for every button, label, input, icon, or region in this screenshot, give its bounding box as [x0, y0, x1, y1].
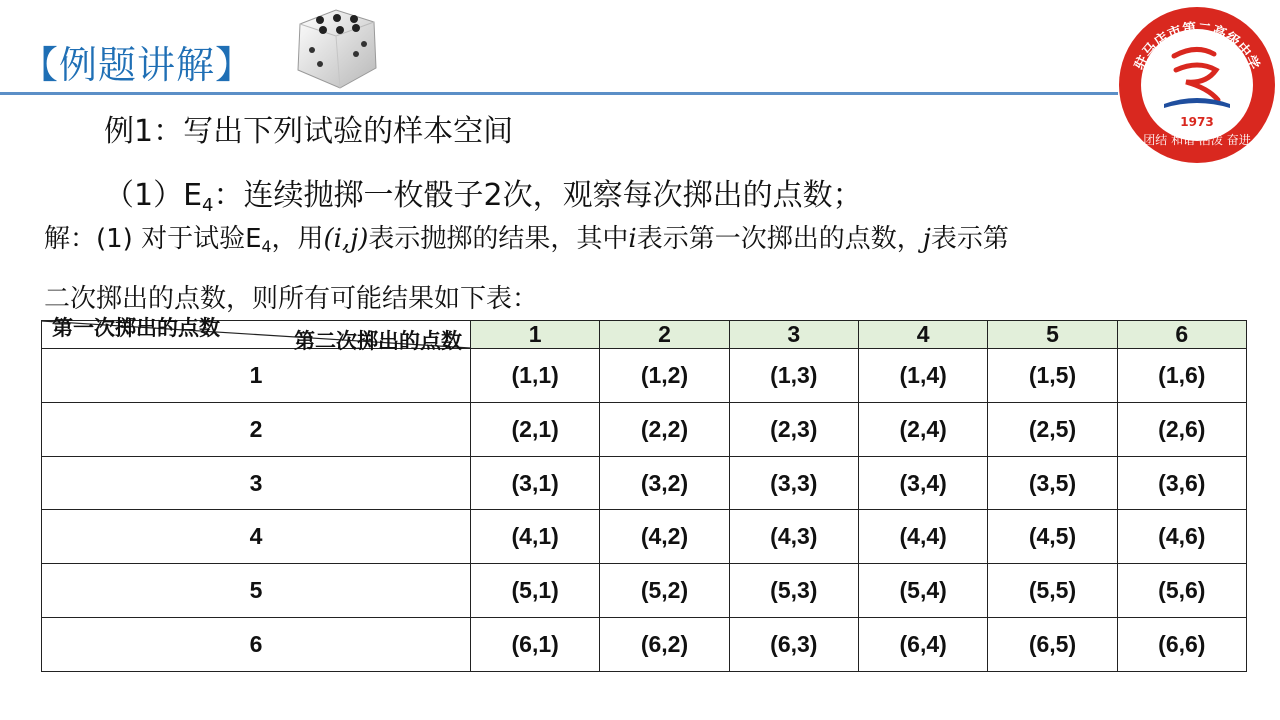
svg-text:团结 和谐 活泼 奋进: 团结 和谐 活泼 奋进 — [1143, 133, 1251, 147]
table-cell: (2,2) — [600, 402, 729, 456]
table-cell: (4,6) — [1117, 510, 1246, 564]
table-cell: (6,3) — [729, 618, 858, 672]
table-cell: (5,4) — [858, 564, 987, 618]
table-cell: (2,3) — [729, 402, 858, 456]
table-cell: (2,1) — [471, 402, 600, 456]
example-title: 例1：写出下列试验的样本空间 — [104, 114, 514, 149]
table-cell: (3,6) — [1117, 456, 1246, 510]
dice-icon — [290, 6, 382, 92]
table-row — [42, 510, 1247, 564]
table-row — [42, 349, 1247, 403]
table-cell: (5,1) — [471, 564, 600, 618]
table-cell: (5,2) — [600, 564, 729, 618]
table-cell: (4,5) — [988, 510, 1117, 564]
table-row — [42, 402, 1247, 456]
col-header: 5 — [988, 321, 1117, 349]
table-cell: (2,6) — [1117, 402, 1246, 456]
row-header: 3 — [42, 456, 471, 510]
solution-line-2: 二次掷出的点数，则所有可能结果如下表： — [44, 284, 539, 314]
svg-text:1973: 1973 — [1180, 115, 1214, 129]
table-cell: (3,3) — [729, 456, 858, 510]
col-header: 4 — [858, 321, 987, 349]
table-cell: (3,1) — [471, 456, 600, 510]
table-cell: (4,4) — [858, 510, 987, 564]
table-cell: (6,2) — [600, 618, 729, 672]
table-cell: (4,2) — [600, 510, 729, 564]
table-cell: (2,5) — [988, 402, 1117, 456]
outcome-table — [41, 317, 1247, 672]
corner-col-label: 第二次掷出的点数 — [294, 330, 462, 353]
table-row — [42, 618, 1247, 672]
table-row — [42, 456, 1247, 510]
table-cell: (3,5) — [988, 456, 1117, 510]
example-item-1: $(1)E_4$：连续抛掷一枚骰子2次，观察每次掷出的点数； — [104, 178, 863, 217]
school-logo — [1116, 4, 1278, 166]
table-cell: (1,1) — [471, 349, 600, 403]
row-header: 4 — [42, 510, 471, 564]
col-header: 3 — [729, 321, 858, 349]
table-cell: (4,3) — [729, 510, 858, 564]
table-cell: (5,3) — [729, 564, 858, 618]
table-cell: (3,2) — [600, 456, 729, 510]
row-header: 6 — [42, 618, 471, 672]
col-header: 6 — [1117, 321, 1246, 349]
table-cell: (1,3) — [729, 349, 858, 403]
row-header: 2 — [42, 402, 471, 456]
table-cell: (6,1) — [471, 618, 600, 672]
solution-line-1: 解：(1) 对于试验$E_4$，用(i,j)表示抛掷的结果，其中i表示第一次掷出的点数，j表示第 — [44, 224, 1009, 257]
table-cell: (3,4) — [858, 456, 987, 510]
header-divider — [0, 92, 1118, 95]
col-header: 1 — [471, 321, 600, 349]
page-title: 【例题讲解】 — [20, 43, 255, 87]
corner-header — [42, 317, 471, 353]
row-header: 1 — [42, 349, 471, 403]
table-cell: (1,4) — [858, 349, 987, 403]
table-row — [42, 564, 1247, 618]
col-header: 2 — [600, 321, 729, 349]
table-cell: (6,6) — [1117, 618, 1246, 672]
table-cell: (5,6) — [1117, 564, 1246, 618]
table-cell: (1,2) — [600, 349, 729, 403]
table-cell: (4,1) — [471, 510, 600, 564]
table-header-row — [42, 321, 1247, 349]
table-cell: (2,4) — [858, 402, 987, 456]
table-cell: (1,5) — [988, 349, 1117, 403]
corner-row-label: 第一次掷出的点数 — [52, 317, 220, 340]
table-cell: (5,5) — [988, 564, 1117, 618]
table-cell: (1,6) — [1117, 349, 1246, 403]
table-cell: (6,4) — [858, 618, 987, 672]
row-header: 5 — [42, 564, 471, 618]
svg-text:驻马店市第二高级中学: 驻马店市第二高级中学 — [1132, 20, 1262, 73]
table-cell: (6,5) — [988, 618, 1117, 672]
